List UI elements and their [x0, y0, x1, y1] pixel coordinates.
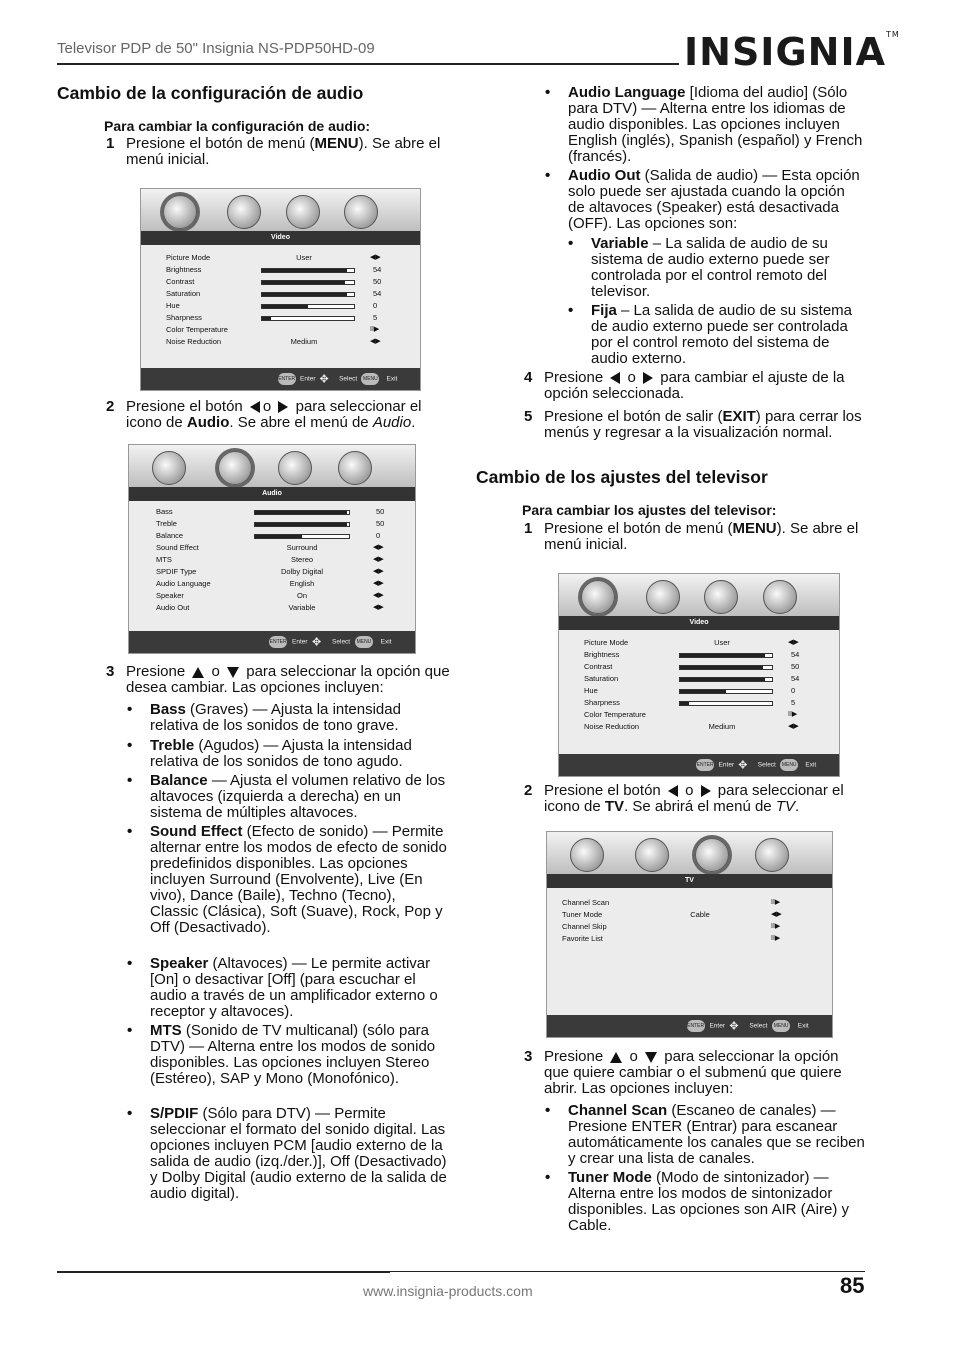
osd-menu-row: Brightness 54	[584, 650, 800, 659]
osd-audio-icon	[635, 838, 669, 872]
osd-menu-row: SPDIF Type Dolby Digital ◀▶	[156, 567, 384, 576]
osd-audio-icon	[227, 195, 261, 229]
osd-menu-button-icon: MENU	[355, 636, 373, 648]
subheading-audio: Para cambiar la configuración de audio:	[104, 118, 371, 134]
osd-tv-icon	[278, 451, 312, 485]
osd-enter-button-icon: ENTER	[696, 759, 714, 771]
page-number: 85	[840, 1273, 865, 1298]
osd-menu-row: Noise Reduction Medium ◀▶	[166, 337, 381, 346]
down-arrow-icon	[227, 667, 239, 678]
osd-audio-screenshot	[128, 444, 416, 654]
osd-menu-title: Video	[559, 616, 839, 630]
osd-menu-row: Saturation 54	[166, 289, 382, 298]
osd-menu-row: Balance 0	[156, 531, 381, 540]
osd-picture-icon	[163, 195, 197, 229]
osd-menu-button-icon: MENU	[780, 759, 798, 771]
osd-menu-title: Audio	[129, 487, 415, 501]
osd-menu-button-icon: MENU	[772, 1020, 790, 1032]
osd-menu-row: Picture Mode User ◀▶	[166, 253, 381, 262]
footer-rule-bold	[57, 1271, 390, 1273]
left-arrow-icon	[250, 401, 260, 413]
footer-url: www.insignia-products.com	[363, 1283, 533, 1299]
osd-dpad-icon: ✥	[312, 636, 322, 649]
osd-settings-icon	[338, 451, 372, 485]
osd-tv-icon	[286, 195, 320, 229]
osd-menu-row: Sharpness 5	[584, 698, 796, 707]
osd-enter-button-icon: ENTER	[278, 373, 296, 385]
header-rule	[57, 63, 679, 65]
osd-menu-row: Picture Mode User ◀▶	[584, 638, 799, 647]
osd-menu-row: Channel Skip II▶	[562, 922, 781, 931]
osd-dpad-icon: ✥	[319, 373, 329, 386]
section-heading-tv: Cambio de los ajustes del televisor	[476, 467, 768, 487]
left-arrow-icon	[610, 372, 620, 384]
osd-slider	[679, 689, 773, 694]
osd-footer: ENTER Enter ✥ Select MENU Exit	[129, 631, 415, 653]
osd-slider	[679, 665, 773, 670]
osd-menu-button-icon: MENU	[361, 373, 379, 385]
osd-menu-row: Speaker On ◀▶	[156, 591, 384, 600]
osd-menu-title: TV	[547, 874, 832, 888]
right-arrow-icon	[701, 785, 711, 797]
osd-enter-button-icon: ENTER	[269, 636, 287, 648]
osd-settings-icon	[344, 195, 378, 229]
osd-menu-row: MTS Stereo ◀▶	[156, 555, 384, 564]
osd-tv-icon	[695, 838, 729, 872]
right-arrow-icon	[278, 401, 288, 413]
osd-menu-row: Noise Reduction Medium ◀▶	[584, 722, 799, 731]
osd-tv-icon	[704, 580, 738, 614]
osd-menu-title: Video	[141, 231, 420, 245]
osd-menu-row: Sound Effect Surround ◀▶	[156, 543, 384, 552]
osd-menu-row: Saturation 54	[584, 674, 800, 683]
osd-menu-row: Channel Scan II▶	[562, 898, 781, 907]
osd-slider	[254, 522, 350, 527]
up-arrow-icon	[192, 667, 204, 678]
osd-icon-bar	[547, 832, 832, 876]
osd-slider	[261, 316, 355, 321]
up-arrow-icon	[610, 1052, 622, 1063]
osd-slider	[254, 510, 350, 515]
osd-slider	[261, 280, 355, 285]
osd-slider	[261, 304, 355, 309]
right-arrow-icon	[643, 372, 653, 384]
osd-slider	[261, 292, 355, 297]
osd-slider	[679, 677, 773, 682]
osd-menu-row: Color Temperature II▶	[584, 710, 798, 719]
osd-menu-row: Bass 50	[156, 507, 385, 516]
osd-menu-row: Contrast 50	[166, 277, 382, 286]
osd-menu-row: Color Temperature II▶	[166, 325, 380, 334]
osd-menu-row: Hue 0	[584, 686, 796, 695]
osd-icon-bar	[129, 445, 415, 489]
osd-dpad-icon: ✥	[729, 1020, 739, 1033]
osd-dpad-icon: ✥	[738, 759, 748, 772]
osd-slider	[679, 701, 773, 706]
osd-audio-icon	[218, 451, 252, 485]
osd-slider	[254, 534, 350, 539]
osd-footer: ENTER Enter ✥ Select MENU Exit	[141, 368, 420, 390]
osd-icon-bar	[141, 189, 420, 233]
osd-picture-icon	[570, 838, 604, 872]
osd-picture-icon	[152, 451, 186, 485]
osd-icon-bar	[559, 574, 839, 618]
osd-menu-row: Sharpness 5	[166, 313, 378, 322]
osd-audio-icon	[646, 580, 680, 614]
osd-slider	[679, 653, 773, 658]
insignia-logo: INSIGNIA™	[684, 30, 900, 74]
section-heading-audio: Cambio de la configuración de audio	[57, 83, 364, 103]
osd-menu-row: Hue 0	[166, 301, 378, 310]
down-arrow-icon	[645, 1052, 657, 1063]
osd-settings-icon	[763, 580, 797, 614]
osd-slider	[261, 268, 355, 273]
osd-video-screenshot-tv	[558, 573, 840, 777]
osd-enter-button-icon: ENTER	[687, 1020, 705, 1032]
osd-menu-row: Audio Language English ◀▶	[156, 579, 384, 588]
osd-settings-icon	[755, 838, 789, 872]
osd-footer: ENTER Enter ✥ Select MENU Exit	[547, 1015, 832, 1037]
osd-menu-row: Treble 50	[156, 519, 385, 528]
left-arrow-icon	[668, 785, 678, 797]
osd-menu-row: Tuner Mode Cable ◀▶	[562, 910, 782, 919]
osd-menu-row: Audio Out Variable ◀▶	[156, 603, 384, 612]
osd-video-screenshot	[140, 188, 421, 391]
subheading-tv: Para cambiar los ajustes del televisor:	[522, 502, 777, 518]
osd-menu-row: Contrast 50	[584, 662, 800, 671]
osd-footer: ENTER Enter ✥ Select MENU Exit	[559, 754, 839, 776]
osd-tv-screenshot	[546, 831, 833, 1038]
osd-menu-row: Brightness 54	[166, 265, 382, 274]
footer-rule-thin	[390, 1271, 865, 1272]
running-header: Televisor PDP de 50" Insignia NS-PDP50HD-09	[57, 40, 375, 57]
osd-menu-row: Favorite List II▶	[562, 934, 781, 943]
osd-picture-icon	[581, 580, 615, 614]
